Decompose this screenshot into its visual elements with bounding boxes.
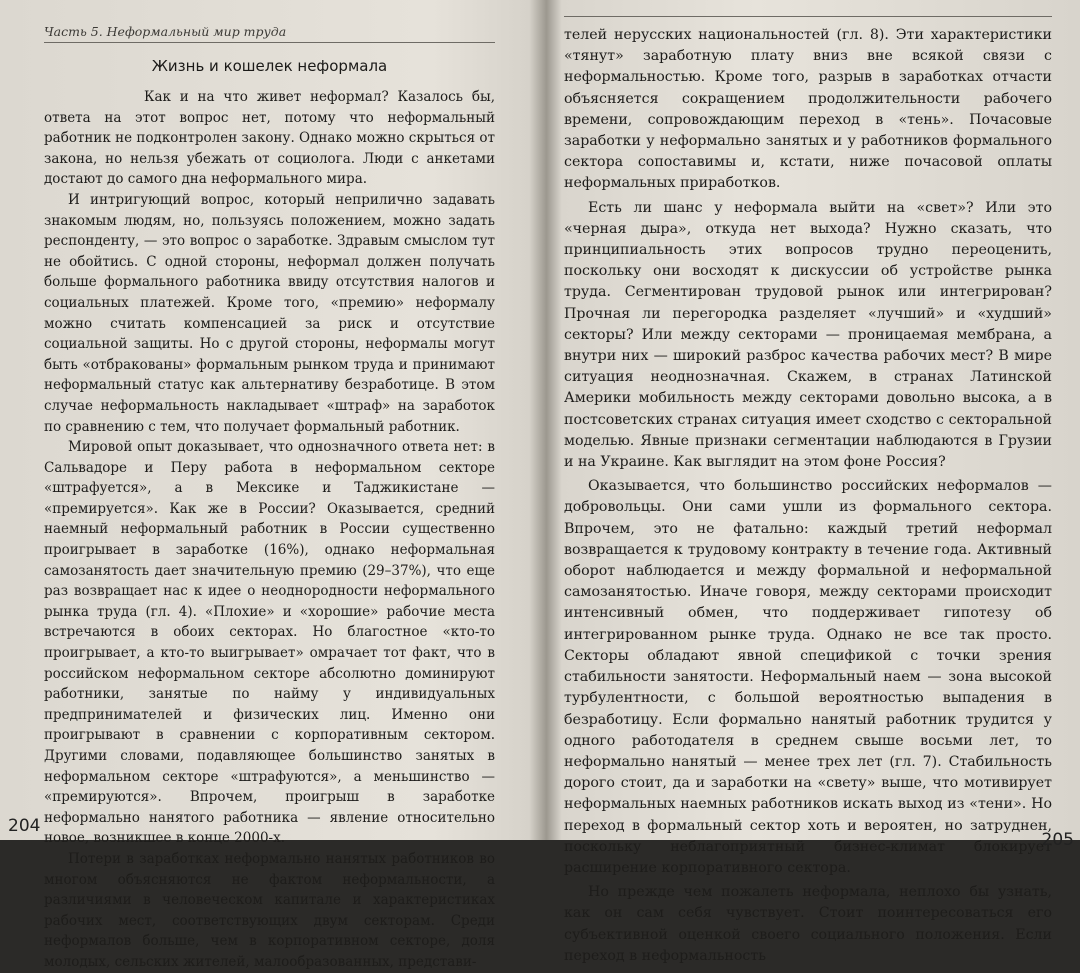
paragraph: Оказывается, что большинство российских неформалов — добровольцы. Они сами ушли из формального сектора. Впрочем, это не фатально: каждый третий неформал возвращается к трудовому контракту в течение года. Активный оборот наблюдается и между формальной и неформальной самозанятостью. Иначе говоря, между секторами происходит интенсивный обмен, что поддерживает гипотезу об интегрированном рынке труда. Однако не все так просто. Секторы обладают явной спецификой с точки зрения стабильности занятости. Неформальный наем — зона высокой турбулентности, с большой вероятностью выпадения в безработицу. Если формально нанятый работник трудится у одного работодателя в среднем свыше восьми лет, то неформально нанятый — менее трех лет (гл. 7). Стабильность дорого стоит, да и заработки на «свету» выше, что мотивирует неформальных наемных работников искать выход из «тени». Но переход в формальный сектор хоть и вероятен, но затруднен, поскольку неблагоприятный бизнес-климат блокирует расширение корпоративного сектора. (564, 478, 1052, 876)
left-body-text (44, 87, 495, 973)
paragraph: Есть ли шанс у неформала выйти на «свет»? Или это «черная дыра», откуда нет выхода? Нужно сказать, что принципиальность этих вопросов трудно переоценить, поскольку они восходят к дискуссии об устройстве рынка труда. Сегментирован трудовой рынок или интегрирован? Прочная ли перегородка разделяет «лучший» и «худший» секторы? Или между секторами — проницаемая мембрана, а внутри них — широкий разброс качества рабочих мест? В мире ситуация неоднозначная. Скажем, в странах Латинской Америки мобильность между секторами довольно высока, а в постсоветских странах ситуация имеет сходство с секторальной моделью. Явные признаки сегментации наблюдаются в Грузии и на Украине. Как выглядит на этом фоне Россия? (564, 199, 1052, 471)
right-page (548, 0, 1080, 964)
paragraph: И интригующий вопрос, который неприлично задавать знакомым людям, но, пользуясь положением, можно задать респонденту, — это вопрос о заработке. Здравым смыслом тут не обойтись. С одной стороны, неформал должен получать больше формального работника ввиду отсутствия налогов и социальных платежей. Кроме того, «премию» неформалу можно считать компенсацией за риск и отсутствие социальной защиты. Но с другой стороны, неформалы могут быть «отбракованы» формальным рынком труда и принимают неформальный статус как альтернативу безработице. В этом случае неформальность накладывает «штраф» на заработок по сравнению с тем, что получает формальный работник. (44, 191, 495, 435)
page-number: 204 (8, 816, 41, 836)
section-title: Жизнь и кошелек неформала (151, 57, 388, 75)
left-page (0, 0, 535, 970)
page-number: 205 (1041, 830, 1074, 850)
paragraph: телей нерусских национальностей (гл. 8). Эти характеристики «тянут» заработную плату вниз вне всякой связи с неформальностью. Кроме того, разрыв в заработках отчасти объясняется сокращением продолжительности рабочего времени, сопровождающим переход в «тень». Почасовые заработки у неформально занятых и у работников формального сектора сопоставимы и, кстати, ниже почасовой оплаты неформальных приработков. (564, 27, 1052, 192)
right-body-text (564, 25, 1052, 967)
running-head: Часть 5. Неформальный мир труда (44, 24, 495, 43)
paragraph: Мировой опыт доказывает, что однозначного ответа нет: в Сальвадоре и Перу работа в неформальном секторе «штрафуется», а в Мексике и Таджикистане — «премируется». Как же в России? Оказывается, средний наемный неформальный работник в России существенно проигрывает в заработке (16%), однако неформальная самозанятость дает значительную премию (29–37%), что еще раз возвращает нас к идее о неоднородности неформального рынка труда (гл. 4). «Плохие» и «хорошие» рабочие места встречаются в обоих секторах. Но благостное «кто-то проигрывает, а кто-то выигрывает» омрачает тот факт, что в российском неформальном секторе абсолютно доминируют работники, занятые по найму у индивидуальных предпринимателей и физических лиц. Именно они проигрывают в сравнении с корпоративным сектором. Другими словами, подавляющее большинство занятых в неформальном секторе «штрафуются», а меньшинство — «премируются». Впрочем, проигрыш в заработке неформально нанятого работника — явление относительно новое, возникшее в конце 2000-х. (44, 439, 495, 847)
paragraph: Потери в заработках неформально нанятых работников во многом объясняются не фактом неформальности, а различиями в человеческом капитале и характеристиках рабочих мест, соответствующих двум секторам. Среди неформалов больше, чем в корпоративном секторе, доля молодых, сельских жителей, малообразованных, представи- (44, 850, 495, 970)
header-rule (564, 16, 1052, 17)
paragraph: Как и на что живет неформал? Казалось бы, ответа на этот вопрос нет, потому что неформальный работник не подконтролен закону. Однако можно скрыться от закона, но нельзя убежать от социолога. Люди с анкетами достают до самого дна неформального мира. (44, 89, 495, 188)
paragraph: Но прежде чем пожалеть неформала, неплохо бы узнать, как он сам себя чувствует. Стоит поинтересоваться его субъективной оценкой своего социального положения. Если переход в неформальность (564, 884, 1052, 964)
